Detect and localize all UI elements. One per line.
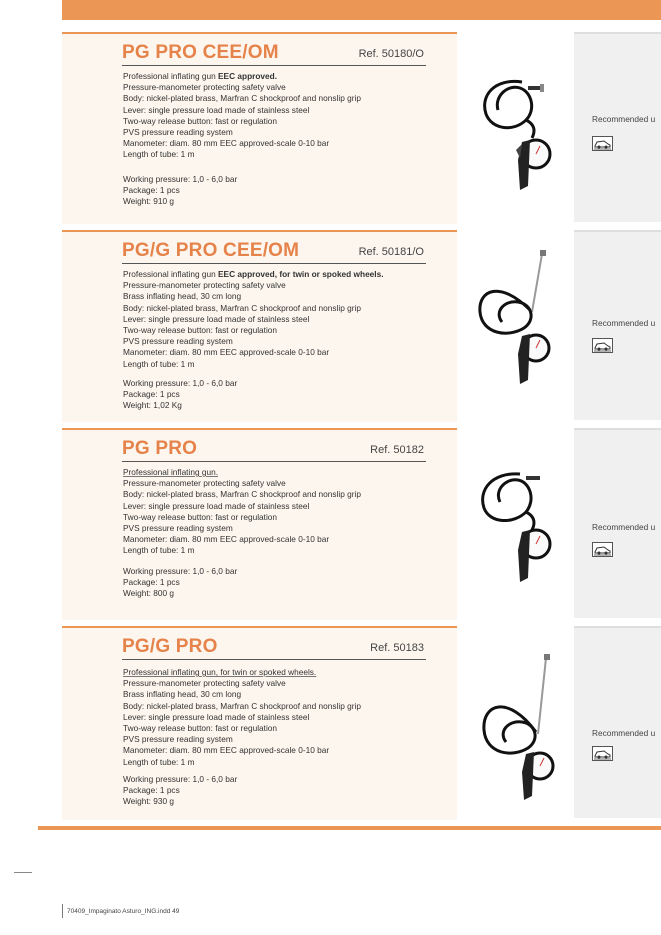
feature-item: PVS pressure reading system: [123, 336, 233, 347]
spec-list: [123, 174, 237, 208]
lead-line: [123, 667, 361, 678]
recommended-use-panel: [574, 230, 661, 420]
car-icon: [592, 746, 613, 761]
spec-list: [123, 378, 237, 412]
lead-text: Professional inflating gun: [123, 269, 219, 279]
feature-item: Lever: single pressure load made of stainless steel: [123, 500, 310, 511]
bottom-accent-bar: [38, 826, 661, 830]
inflating-gun-image: [474, 470, 564, 590]
lead-bold-text: EEC approved, for twin or spoked wheels.: [218, 269, 384, 279]
feature-item: Two-way release button: fast or regulation: [123, 723, 278, 734]
top-accent-bar: [62, 0, 661, 20]
feature-item: Length of tube: 1 m: [123, 756, 195, 767]
feature-item: Lever: single pressure load made of stainless steel: [123, 313, 310, 324]
car-icon: [592, 338, 613, 353]
feature-list: [123, 71, 361, 161]
inflating-gun-image: [472, 654, 572, 804]
crop-mark: [14, 872, 32, 873]
lead-text: Professional inflating gun: [123, 71, 219, 81]
feature-item: Two-way release button: fast or regulation: [123, 511, 278, 522]
product-ref: Ref. 50180/O: [358, 48, 424, 60]
product-title: PG PRO: [122, 438, 198, 459]
spec-item: Working pressure: 1,0 - 6,0 bar: [123, 378, 238, 388]
feature-item: Pressure-manometer protecting safety valve: [123, 82, 286, 93]
recommended-label: Recommended u: [592, 318, 656, 328]
recommended-use-panel: [574, 32, 661, 222]
feature-item: Pressure-manometer protecting safety valve: [123, 280, 286, 291]
spec-item: Working pressure: 1,0 - 6,0 bar: [123, 566, 238, 576]
product-title: PG/G PRO: [122, 636, 218, 657]
product-card-50182: [62, 428, 457, 620]
title-divider: [122, 659, 426, 660]
feature-item: Manometer: diam. 80 mm EEC approved-scale 0-10 bar: [123, 534, 330, 545]
spec-item: Working pressure: 1,0 - 6,0 bar: [123, 174, 238, 184]
feature-item: PVS pressure reading system: [123, 127, 233, 138]
lead-line: [123, 269, 384, 280]
feature-item: Body: nickel-plated brass, Marfran C shockproof and nonslip grip: [123, 93, 361, 104]
title-divider: [122, 65, 426, 66]
product-ref: Ref. 50181/O: [358, 246, 424, 258]
feature-item: Manometer: diam. 80 mm EEC approved-scale 0-10 bar: [123, 347, 330, 358]
feature-item: PVS pressure reading system: [123, 523, 233, 534]
product-title: PG PRO CEE/OM: [122, 42, 279, 63]
feature-item: Pressure-manometer protecting safety valve: [123, 678, 286, 689]
product-card-50180: [62, 32, 457, 224]
spec-item: Weight: 1,02 Kg: [123, 400, 182, 411]
feature-item: Body: nickel-plated brass, Marfran C shockproof and nonslip grip: [123, 700, 361, 711]
feature-item: Lever: single pressure load made of stainless steel: [123, 104, 310, 115]
spec-item: Weight: 930 g: [123, 796, 175, 807]
spec-item: Package: 1 pcs: [123, 389, 180, 400]
recommended-label: Recommended u: [592, 522, 656, 532]
product-title: PG/G PRO CEE/OM: [122, 240, 300, 261]
feature-item: Brass inflating head, 30 cm long: [123, 689, 242, 700]
feature-item: Length of tube: 1 m: [123, 149, 195, 160]
feature-list: [123, 269, 384, 370]
title-divider: [122, 263, 426, 264]
feature-item: Two-way release button: fast or regulation: [123, 325, 278, 336]
feature-item: Body: nickel-plated brass, Marfran C shockproof and nonslip grip: [123, 302, 361, 313]
spec-item: Weight: 800 g: [123, 588, 175, 599]
spec-item: Working pressure: 1,0 - 6,0 bar: [123, 774, 238, 784]
feature-item: Lever: single pressure load made of stainless steel: [123, 711, 310, 722]
print-footer: 70409_Impaginato Asturo_ING.indd 49: [67, 908, 180, 915]
feature-item: Brass inflating head, 30 cm long: [123, 291, 242, 302]
spec-item: Weight: 910 g: [123, 196, 175, 207]
recommended-label: Recommended u: [592, 114, 656, 124]
title-divider: [122, 461, 426, 462]
feature-list: [123, 467, 361, 557]
feature-item: Manometer: diam. 80 mm EEC approved-scale 0-10 bar: [123, 745, 330, 756]
product-ref: Ref. 50183: [370, 642, 424, 654]
spec-list: [123, 774, 237, 808]
lead-line: [123, 71, 361, 82]
recommended-use-panel: [574, 626, 661, 818]
spec-item: Package: 1 pcs: [123, 785, 180, 796]
lead-text: Professional inflating gun.: [123, 467, 219, 477]
feature-item: Length of tube: 1 m: [123, 545, 195, 556]
product-card-50181: [62, 230, 457, 422]
product-card-50183: [62, 626, 457, 820]
lead-text: Professional inflating gun, for twin or spoked wheels.: [123, 667, 317, 677]
lead-bold-text: EEC approved.: [218, 71, 278, 81]
feature-item: Body: nickel-plated brass, Marfran C shockproof and nonslip grip: [123, 489, 361, 500]
feature-item: Pressure-manometer protecting safety valve: [123, 478, 286, 489]
feature-item: Two-way release button: fast or regulation: [123, 115, 278, 126]
product-ref: Ref. 50182: [370, 444, 424, 456]
car-icon: [592, 136, 613, 151]
feature-item: PVS pressure reading system: [123, 734, 233, 745]
spec-item: Package: 1 pcs: [123, 185, 180, 196]
feature-list: [123, 667, 361, 768]
inflating-gun-image: [470, 250, 570, 390]
lead-line: [123, 467, 361, 478]
spec-item: Package: 1 pcs: [123, 577, 180, 588]
feature-item: Length of tube: 1 m: [123, 358, 195, 369]
recommended-label: Recommended u: [592, 728, 656, 738]
feature-item: Manometer: diam. 80 mm EEC approved-scale 0-10 bar: [123, 138, 330, 149]
crop-mark: [62, 904, 63, 918]
inflating-gun-image: [474, 78, 564, 198]
car-icon: [592, 542, 613, 557]
recommended-use-panel: [574, 428, 661, 618]
spec-list: [123, 566, 237, 600]
